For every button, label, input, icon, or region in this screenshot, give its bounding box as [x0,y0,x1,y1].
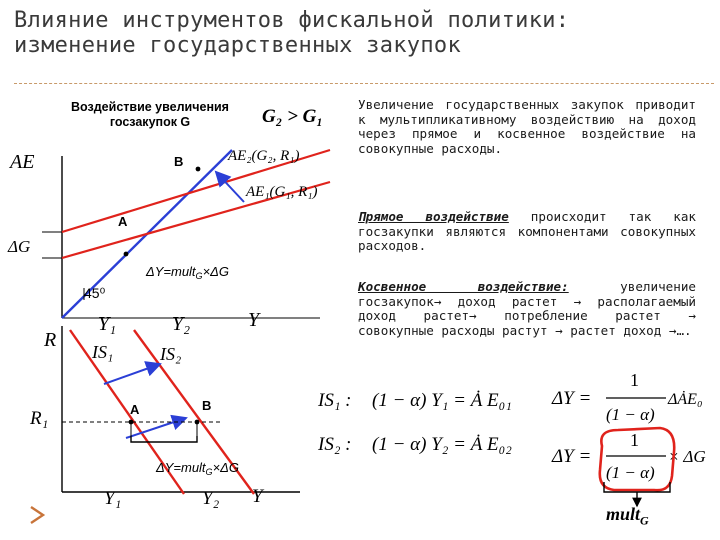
dy1-rhs: ΔȦE₀ [668,391,703,408]
paragraph-direct-effect [358,210,696,254]
direct-effect-text: происходит так как госзакупки являются компонентами совокупных расходов. [358,209,696,254]
y-axis-top-label: Y [248,309,260,331]
ae2-label: AE₂(G₂, R₁) [228,148,300,164]
point-a-top [124,252,129,257]
dy2-numerator: 1 [630,430,639,450]
y1-top-label: Y₁ [98,313,117,335]
multiplier-label: mult$_G$ [606,504,649,528]
dy2-lhs: ΔY = [552,446,592,467]
paragraph-intro: Увеличение государственных закупок приводит к мультипликативному воздействию на доход через прямое и косвенное воздействие на совокупные расходы. [358,97,696,156]
is2-label: IS₂ [160,344,182,364]
is1-label: IS₁ [92,342,114,362]
point-b-top-label: B [174,154,184,169]
y2-bottom-label: Y₂ [202,488,220,509]
point-a-bottom-label: A [130,402,140,417]
g-compare-label: G₂ > G₁ [262,106,324,127]
indirect-effect-text: увеличение госзакупок→ доход растет → располагаемый доход растет→ потребление растет → совокупные расходы растут → растет доход →…. [358,279,696,338]
angle-45-label: 45⁰ [84,285,106,301]
dy2-rhs: × ΔG [668,447,706,466]
is-shift-arrow-lower [126,418,186,438]
is2-eq-label: IS₂ : [318,434,352,455]
is2-equation: (1 − α) Y₂ = Ȧ E₀₂ [372,434,512,455]
r-axis-label: R [44,329,57,351]
r1-label: R₁ [30,408,49,429]
ae1-label: AE₁(G₁, R₁) [246,184,318,200]
point-b-top [196,167,201,172]
is1-equation: (1 − α) Y₁ = Ȧ E₀₁ [372,390,512,411]
title-line-1: Влияние инструментов фискальной политики: [14,8,570,33]
delta-y-top-label: ΔY=mult$_G$×ΔG [146,264,229,281]
dy2-denominator: (1 − α) [606,463,655,482]
play-icon[interactable] [26,504,48,526]
y-axis-bottom-label: Y [252,486,263,507]
is1-eq-label: IS₁ : [318,390,352,411]
point-a-top-label: A [118,214,128,229]
title-line-2: изменение государственных закупок [14,33,461,58]
dy1-denominator: (1 − α) [606,405,655,424]
indirect-effect-term: Косвенное воздействие: [358,279,569,294]
delta-y-bottom-bracket [131,436,197,442]
delta-g-label: ΔG [8,237,31,256]
direct-effect-term: Прямое воздействие [358,209,509,224]
dy1-lhs: ΔY = [552,388,592,409]
y1-bottom-label: Y₁ [104,488,122,509]
dy1-numerator: 1 [630,370,639,390]
ae-axis-label: AE [10,151,35,173]
delta-y-bottom-label: ΔY=mult$_G$×ΔG [156,460,239,477]
y2-top-label: Y₂ [172,313,191,335]
paragraph-indirect-effect [358,280,696,338]
point-b-bottom-label: B [202,398,212,413]
is-shift-arrow-upper [104,364,160,384]
diagram-caption: Воздействие увеличения госзакупок G [71,100,229,129]
